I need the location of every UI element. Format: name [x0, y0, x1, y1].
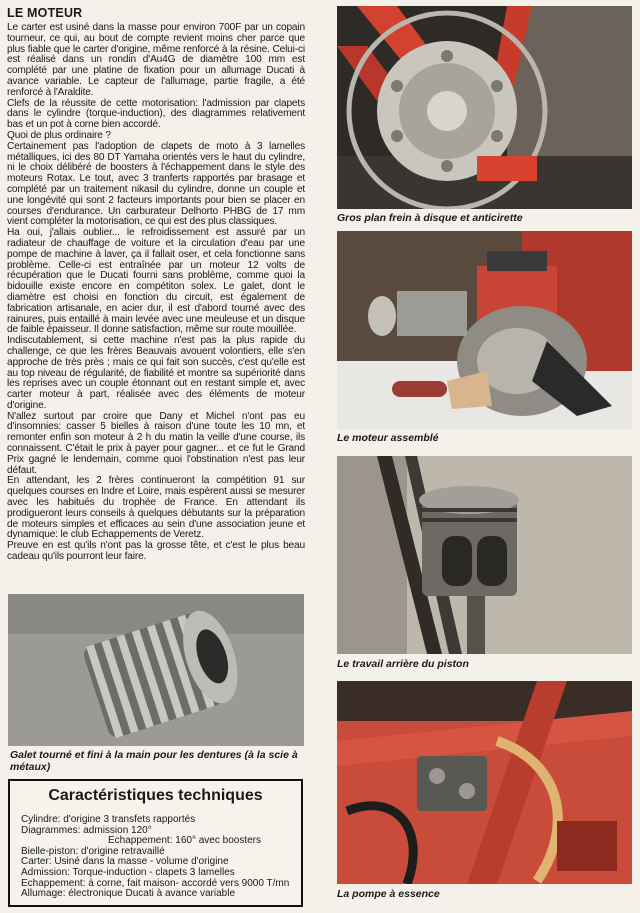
photo-fuel-pump [337, 681, 632, 884]
paragraph: Clefs de la réussite de cette motorisation: l'admission par clapets dans le cylindre (torque-induction), des diagrammes relativement bas et un pot à corne bien accordé. [7, 97, 305, 131]
caption-fuel-pump: La pompe à essence [337, 888, 440, 900]
caption-engine: Le moteur assemblé [337, 432, 439, 444]
specs-title: Caractéristiques techniques [48, 787, 263, 804]
paragraph: Preuve en est qu'ils n'ont pas la grosse tête, et c'est le plus beau cadeau qu'ils pourront leur faire. [7, 540, 305, 563]
specs-box [8, 779, 303, 907]
paragraph: Certainement pas l'adoption de clapets de moto à 3 lamelles métalliques, ici des 80 DT Yamaha orientés vers le haut du cylindre, ni le choix délibéré de boosters à l'échappement dans le style des moteurs Rotax. Le tout, avec 3 tranferts rapportés par brasage et complété par un traitement nikasil du cylindre, donne un couple et une longévité qui sont 2 facteurs importants pour bien se placer en courses d'endurance. Un carburateur Delhorto PHBG de 17 mm vient compléter la motorisation, ce qui est des plus classiques. [7, 140, 305, 228]
spec-line: Allumage: électronique Ducati à avance variable [21, 888, 236, 900]
spec-line: Admission: Torque-induction - clapets 3 lamelles [21, 866, 235, 878]
paragraph: N'allez surtout par croire que Dany et Michel n'ont pas eu d'insomnies: casser 5 bielles à raison d'une toute les 10 mn, et remonter enfin son moteur à 2 h du matin la veille d'une course, ils connaissent. C'était le prix à payer pour gagner... et ce fut le Grand Prix gagné le lendemain, comme quoi l'obstination n'est pas leur défaut. [7, 410, 305, 476]
spec-line: Diagrammes: admission 120° [21, 824, 152, 836]
spec-line: Bielle-piston: d'origine retravaillé [21, 845, 165, 857]
paragraph: Indiscutablement, si cette machine n'est pas la plus rapide du challenge, ce que les frères Beauvais avouent volontiers, elle s'en approche de très près ; mais ce qui fait son succès, c'est qu'elle est au top niveau de régularité, de fiabilité et montre sa supériorité dans les reprises avec un couple étonnant out en restant simple et, avec carter moteur à part, réalisée avec des éléments de moteur d'origine. [7, 335, 305, 411]
caption-roller: Galet tourné et fini à la main pour les dentures (à la scie à métaux) [10, 749, 298, 773]
photo-disc-brake [337, 6, 632, 209]
paragraph: Ha oui, j'allais oublier... le refroidissement est assuré par un radiateur de chauffage de voiture et la circulation d'eau par une pompe de machine à laver, ça il fallait oser, et cela fonctionne sans problème. Celle-ci est entraînée par un moteur 12 volts de récupération que le Ducati fourni sans problème, comme quoi la bidouille existe encore en compétiton solex. Le galet, dont le diamètre est choisi en fonction du circuit, est également de fabrication artisanale, en acier dur, il est d'abord tourné avec des rainures, puis entaillé à main levée avec une meuleuse et un disque de faible épaisseur. Il donne satisfaction, même sur route mouillée. [7, 227, 305, 336]
spec-line: Cylindre: d'origine 3 transfets rapportés [21, 814, 196, 825]
spec-line: Echappement: 160° avec boosters [108, 835, 261, 847]
spec-line: Echappement: à corne, fait maison- accordé vers 9000 T/mn [21, 877, 290, 889]
caption-disc-brake: Gros plan frein à disque et anticirette [337, 212, 523, 224]
paragraph: En attendant, les 2 frères continueront la compétition 91 sur quelques courses en Indre et Loire, mais espèrent aussi se mesurer avec les habitués du trophée de France. En attendant ils prodigueront leurs conseils à quelques débutants sur la préparation de moteurs simples et efficaces au sein d'une association jeune et dynamique: le club Echappements de Veretz. [7, 475, 305, 541]
paragraph: Le carter est usiné dans la masse pour environ 700F par un copain tourneur, ce qui, au bout de compte revient moins cher parce que plus fiable que le carter d'origine, même renforcé à la résine. Celui-ci est réalisé dans un rondin d'Au4G de diamètre 100 mm est complété par une platine de fixation pour un allumage Ducati à avance variable. Le capteur de l'allumage, partie fragile, a été renforcé à l'Araldite. [7, 22, 305, 98]
paragraph: Quoi de plus ordinaire ? [7, 129, 111, 141]
section-heading: LE MOTEUR [7, 6, 83, 20]
specs-list [21, 815, 297, 900]
photo-roller [8, 594, 304, 746]
photo-engine [337, 231, 632, 429]
spec-line: Carter: Usiné dans la masse - volume d'origine [21, 856, 229, 868]
article-body [7, 23, 305, 563]
photo-piston [337, 456, 632, 654]
caption-piston: Le travail arrière du piston [337, 658, 469, 670]
